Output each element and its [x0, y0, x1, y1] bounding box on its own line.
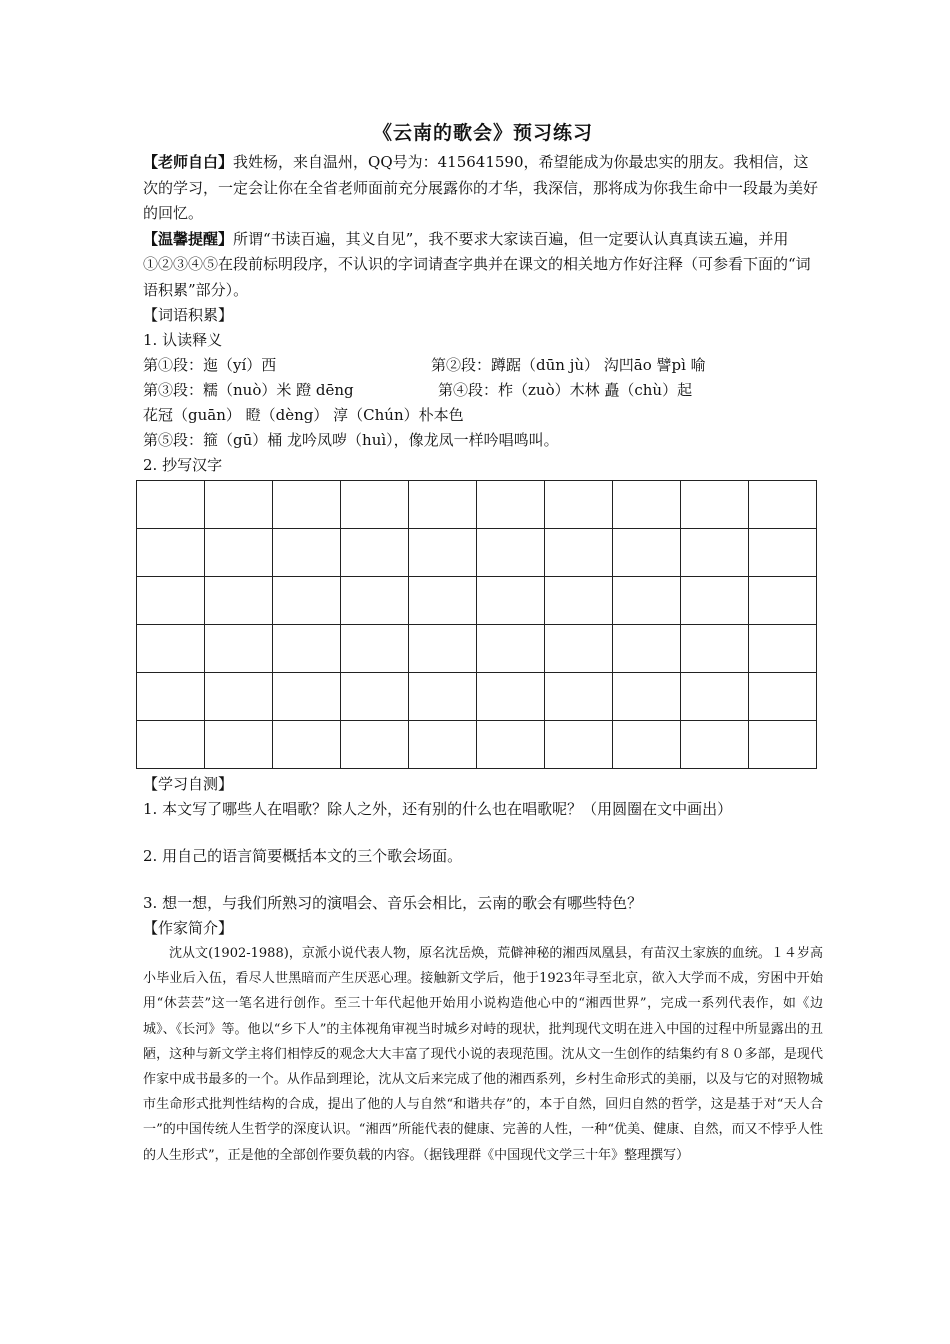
grid-cell — [681, 529, 749, 577]
question-1: 1. 本文写了哪些人在唱歌？除人之外，还有别的什么也在唱歌呢？（用圆圈在文中画出） — [143, 800, 733, 818]
reminder-label: 【温馨提醒】 — [143, 229, 234, 248]
author-bio: 沈从文(1902-1988)，京派小说代表人物，原名沈岳焕，荒僻神秘的湘西凤凰县，有苗汉土家族的血统。１４岁高小毕业后入伍，看尽人世黑暗而产生厌恶心理。接触新文学后，他于1923年寻至北京，欲入大学而不成，穷困中开始用“休芸芸”这一笔名进行创作。至三十年代起他开始用小说构造他心中的“湘西世界”，完成一系列代表作，如《边城》、《长河》等。他以“乡下人”的主体视角审视当时城乡对峙的现状，批判现代文明在进入中国的过程中所显露出的丑陋，这种与新文学主将们相悖反的观念大大丰富了现代小说的表现范围。沈从文一生创作的结集约有８０多部，是现代作家中成书最多的一个。从作品到理论，沈从文后来完成了他的湘西系列，乡村生命形式的美丽，以及与它的对照物城市生命形式批判性结构的合成，提出了他的人与自然“和谐共存”的，本于自然，回归自然的哲学，这是基于对“天人合一”的中国传统人生哲学的深度认识。“湘西”所能代表的健康、完善的人性，一种“优美、健康、自然，而又不悖乎人性的人生形式”，正是他的全部创作要负载的内容。（据钱理群《中国现代文学三十年》整理撰写） — [143, 946, 823, 1163]
grid-cell — [681, 481, 749, 529]
teacher-intro — [143, 150, 823, 227]
grid-cell — [137, 529, 205, 577]
author-header: 【作家简介】 — [143, 919, 234, 937]
grid-cell — [409, 721, 477, 769]
grid-cell — [205, 529, 273, 577]
grid-cell — [749, 721, 817, 769]
grid-cell — [477, 625, 545, 673]
grid-cell — [273, 625, 341, 673]
grid-cell — [613, 529, 681, 577]
vocab-sub1: 1. 认读释义 — [143, 331, 223, 349]
vocab-item: 第④段：柞（zuò）木林 矗（chù）起 — [438, 381, 693, 399]
question-2: 2. 用自己的语言简要概括本文的三个歌会场面。 — [143, 847, 463, 865]
grid-cell — [341, 529, 409, 577]
grid-cell — [137, 481, 205, 529]
grid-cell — [749, 481, 817, 529]
grid-cell — [273, 673, 341, 721]
grid-cell — [205, 481, 273, 529]
grid-cell — [273, 481, 341, 529]
grid-cell — [409, 577, 477, 625]
grid-cell — [409, 625, 477, 673]
vocab-line — [143, 378, 823, 403]
grid-cell — [205, 625, 273, 673]
grid-cell — [205, 577, 273, 625]
grid-cell — [137, 673, 205, 721]
grid-cell — [341, 673, 409, 721]
grid-cell — [749, 529, 817, 577]
grid-cell — [205, 673, 273, 721]
grid-cell — [273, 529, 341, 577]
vocab-item: 第⑤段：箍（gū）桶 龙吟凤哕（huì），像龙凤一样吟唱鸣叫。 — [143, 431, 559, 449]
page-title: 《云南的歌会》预习练习 — [372, 122, 593, 144]
grid-cell — [613, 673, 681, 721]
grid-cell — [477, 529, 545, 577]
vocab-line — [143, 403, 823, 428]
grid-cell — [477, 577, 545, 625]
grid-cell — [137, 721, 205, 769]
grid-cell — [613, 721, 681, 769]
grid-cell — [205, 721, 273, 769]
grid-cell — [613, 481, 681, 529]
teacher-intro-text: 我姓杨，来自温州，QQ号为：415641590，希望能成为你最忠实的朋友。我相信，这次的学习，一定会让你在全省老师面前充分展露你的才华，我深信，那将成为你我生命中一段最为美好的回忆。 — [143, 153, 819, 222]
grid-cell — [137, 625, 205, 673]
grid-cell — [749, 577, 817, 625]
grid-cell — [681, 673, 749, 721]
grid-cell — [273, 721, 341, 769]
grid-cell — [409, 529, 477, 577]
vocab-item: 第③段：糯（nuò）米 蹬 dēng — [143, 381, 354, 399]
vocab-item: 第①段：迤（yí）西 — [143, 356, 277, 374]
grid-cell — [545, 673, 613, 721]
vocab-line — [143, 428, 823, 453]
grid-cell — [545, 529, 613, 577]
grid-cell — [681, 577, 749, 625]
grid-cell — [749, 673, 817, 721]
vocab-item: 花冠（guān） 瞪（dèng） 淳（Chún）朴本色 — [143, 406, 464, 424]
vocab-sub2: 2. 抄写汉字 — [143, 456, 223, 474]
grid-cell — [681, 721, 749, 769]
grid-cell — [613, 625, 681, 673]
vocab-line — [143, 353, 823, 378]
self-test-header: 【学习自测】 — [143, 775, 234, 793]
reminder-text: 所谓“书读百遍，其义自见”，我不要求大家读百遍，但一定要认认真真读五遍，并用①②③④⑤在段前标明段序，不认识的字词请查字典并在课文的相关地方作好注释（可参看下面的“词语积累”部分）。 — [143, 229, 811, 299]
grid-cell — [409, 481, 477, 529]
question-3: 3. 想一想，与我们所熟习的演唱会、音乐会相比，云南的歌会有哪些特色？ — [143, 894, 643, 912]
grid-cell — [477, 481, 545, 529]
grid-cell — [409, 673, 477, 721]
grid-cell — [545, 577, 613, 625]
grid-cell — [681, 625, 749, 673]
grid-cell — [341, 625, 409, 673]
grid-cell — [273, 577, 341, 625]
copy-grid — [136, 480, 817, 769]
vocab-header: 【词语积累】 — [143, 306, 234, 324]
grid-cell — [341, 481, 409, 529]
grid-cell — [341, 721, 409, 769]
grid-cell — [749, 625, 817, 673]
grid-cell — [477, 673, 545, 721]
grid-cell — [613, 577, 681, 625]
grid-cell — [545, 481, 613, 529]
worksheet — [143, 118, 823, 1168]
reminder — [143, 227, 823, 304]
vocab-item: 第②段：蹲踞（dūn jù） 沟凹āo 譬pì 喻 — [431, 356, 706, 374]
grid-cell — [477, 721, 545, 769]
grid-cell — [545, 721, 613, 769]
grid-cell — [545, 625, 613, 673]
grid-cell — [341, 577, 409, 625]
grid-cell — [137, 577, 205, 625]
teacher-intro-label: 【老师自白】 — [143, 153, 234, 171]
